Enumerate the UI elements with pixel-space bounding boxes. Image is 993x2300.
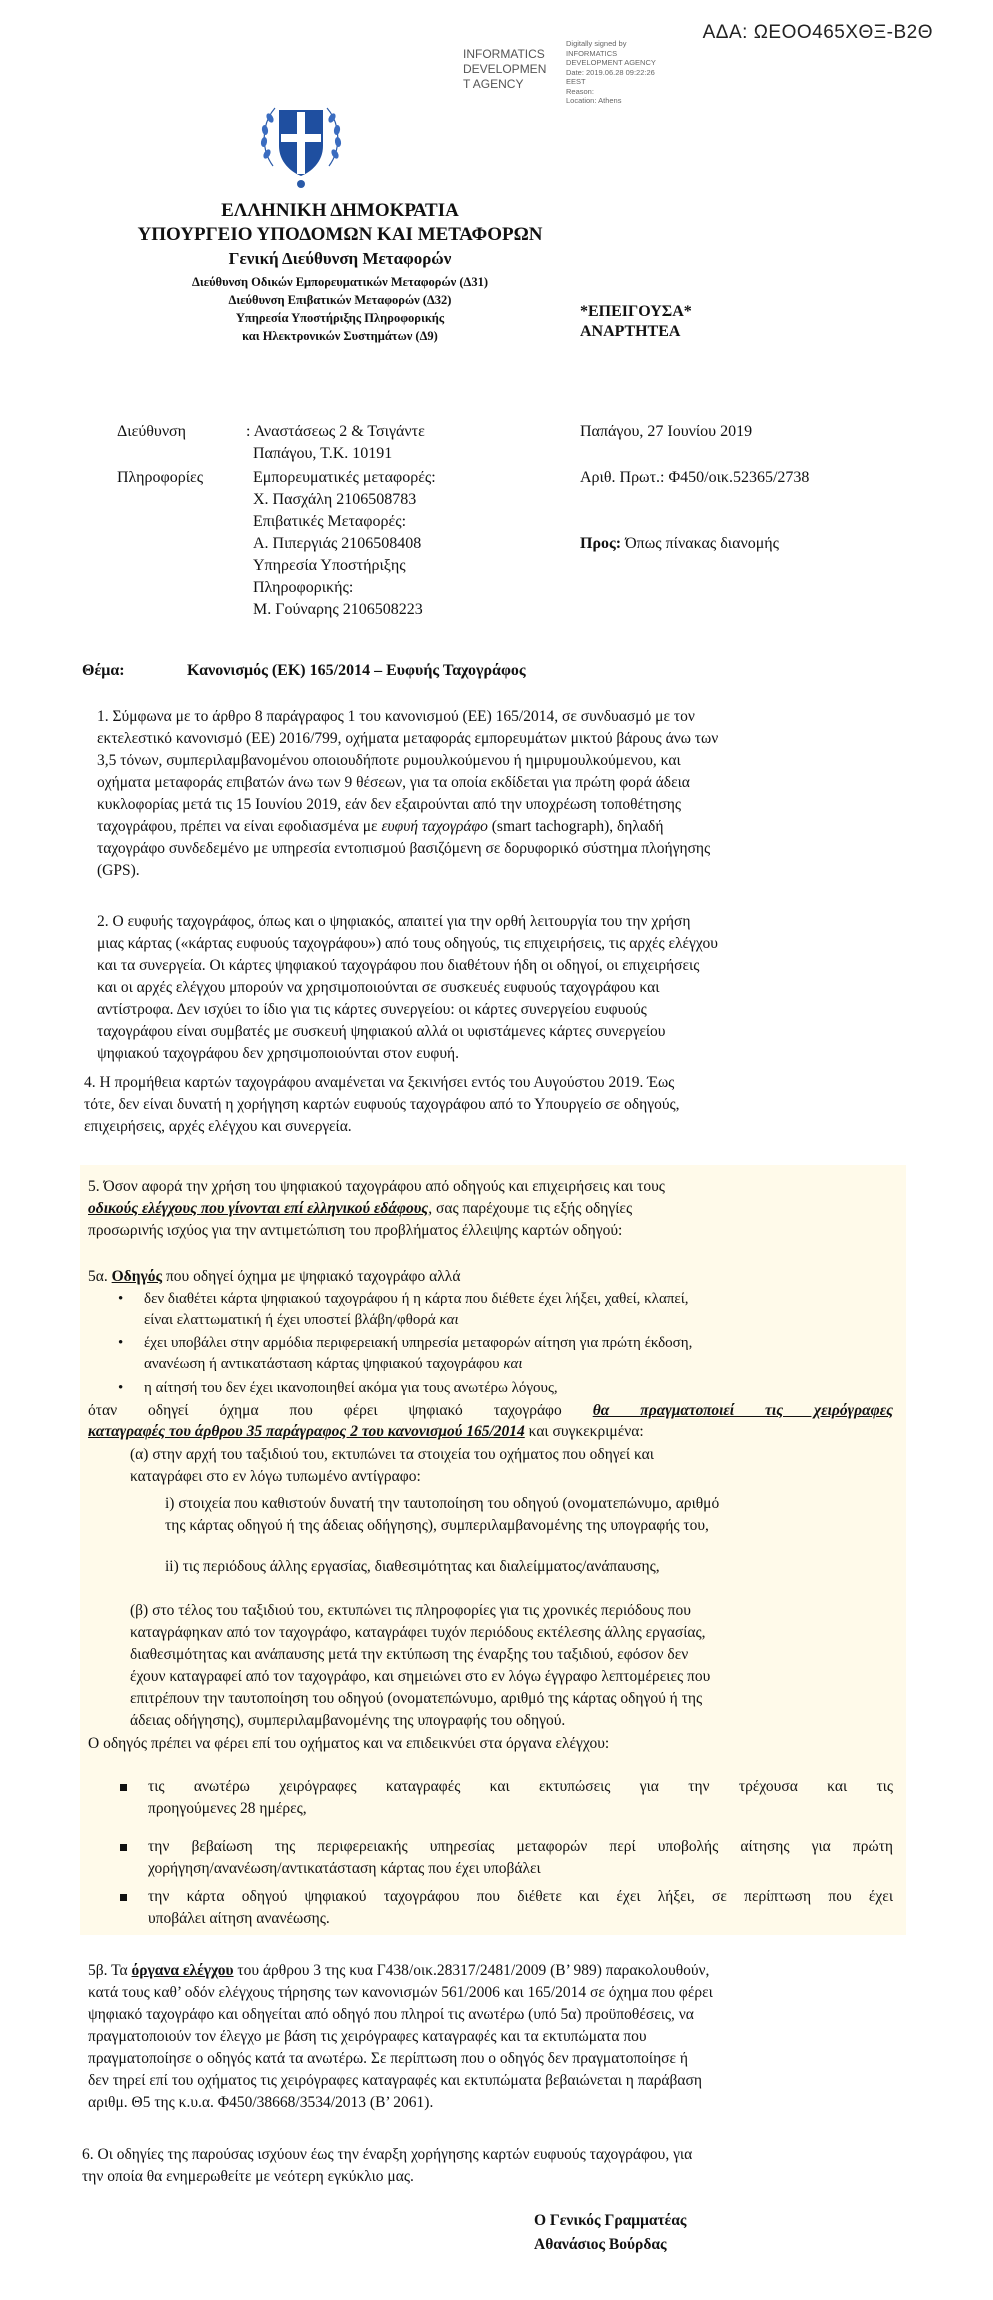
signature-label	[463, 47, 558, 92]
address-line: Παπάγου, Τ.Κ. 10191	[253, 445, 393, 462]
text-line: 4. Η προμήθεια καρτών ταχογράφου αναμένεται να ξεκινήσει εντός του Αυγούστου 2019. Έως	[84, 1074, 675, 1091]
text-line: τότε, δεν είναι δυνατή η χορήγηση καρτών ευφυούς ταχογράφου από το Υπουργείο σε οδηγούς,	[84, 1096, 680, 1113]
list-item: την κάρτα οδηγού ψηφιακού ταχογράφου που διέθετε και έχει λήξει, σε περίπτωση που έχει υποβάλει αίτηση ανανέωσης.	[118, 1886, 893, 1930]
paragraph-5	[88, 1176, 893, 1242]
text-line: (β) στο τέλος του ταξιδιού του, εκτυπώνει τις πληροφορίες για τις χρονικές περιόδους που	[130, 1602, 691, 1619]
list-item: • η αίτησή του δεν έχει ικανοποιηθεί ακόμα για τους ανωτέρω λόγους,	[118, 1378, 888, 1399]
carry-documents-list	[118, 1776, 893, 1930]
smart-tachograph-term: ευφυή ταχογράφο	[381, 818, 488, 835]
text-line: πραγματοποιούν τον έλεγχο με βάση τις χειρόγραφες καταγραφές και τα εκτυπώματα που	[88, 2028, 647, 2045]
square-bullet-icon	[120, 1894, 127, 1901]
text-line: 1. Σύμφωνα με το άρθρο 8 παράγραφος 1 του κανονισμού (ΕΕ) 165/2014, σε συνδυασμό με τον	[97, 708, 695, 725]
text-line: διαθεσιμότητας και ανάπαυσης μετά την εκτύπωση της έναρξης του ταξιδιού, εφόσον δεν	[130, 1646, 689, 1663]
text-line: την οποία θα ενημερωθείτε με νεότερη εγκύκλιο μας.	[82, 2168, 414, 2185]
text-line: ψηφιακό ταχογράφο και οδηγείται από οδηγό που πληροί τις ανωτέρω (υπό 5α) προϋποθέσεις, να	[88, 2006, 694, 2023]
signature-details	[566, 39, 676, 106]
signature-detail-line: Date: 2019.06.28 09:22:26	[566, 67, 655, 77]
clause-beta	[130, 1600, 890, 1732]
hellenic-emblem-icon	[255, 88, 347, 192]
signature-detail-line: DEVELOPMENT AGENCY	[566, 58, 656, 67]
paragraph-6	[82, 2144, 897, 2188]
signature-label-line: INFORMATICS	[463, 47, 545, 61]
handwritten-records-rule: όταν οδηγεί όχημα που φέρει ψηφιακό ταχογράφο θα πραγματοποιεί τις χειρόγραφες καταγραφές του άρθρου 35 παράγραφος 2 του κανονισμού 165/2014 και συγκεκριμένα:	[88, 1402, 893, 1440]
text-line: επιχειρήσεις, αρχές ελέγχου και συνεργεία.	[84, 1118, 352, 1135]
clause-i	[165, 1493, 890, 1537]
list-item: την βεβαίωση της περιφερειακής υπηρεσίας μεταφορών περί υποβολής αίτησης για πρώτη χορήγηση/ανανέωση/αντικατάσταση κάρτας που έχει υποβάλει	[118, 1836, 893, 1882]
paragraph-5a-intro: 5α. Οδηγός που οδηγεί όχημα με ψηφιακό ταχογράφο αλλά	[88, 1268, 461, 1285]
text-line: δεν τηρεί επί του οχήματος τις χειρόγραφες καταγραφές και εκτυπώματα βεβαιώνεται η παράβαση	[88, 2072, 703, 2089]
recipients-value: Όπως πίνακας διανομής	[625, 535, 779, 552]
sub-unit-d32: Διεύθυνση Επιβατικών Μεταφορών (Δ32)	[228, 293, 452, 307]
signature-detail-line: EEST	[566, 77, 586, 86]
road-checks-emphasis: οδικούς ελέγχους που γίνονται επί ελληνικού εδάφους	[88, 1200, 429, 1217]
list-item: • έχει υποβάλει στην αρμόδια περιφερειακή υπηρεσία μεταφορών αίτηση για πρώτη έκδοση, ανανέωση ή αντικατάσταση κάρτας ψηφιακού ταχογράφου και	[118, 1335, 693, 1372]
signatory-name: Αθανάσιος Βούρδας	[534, 2236, 667, 2253]
text-line: 5. Όσον αφορά την χρήση του ψηφιακού ταχογράφου από οδηγούς και επιχειρήσεις και τους	[88, 1178, 665, 1195]
urgent-marker	[580, 302, 692, 342]
text-line: i) στοιχεία που καθιστούν δυνατή την ταυτοποίηση του οδηγού (ονοματεπώνυμο, αριθμό	[165, 1495, 720, 1512]
text-line: κυκλοφορίας μετά τις 15 Ιουνίου 2019, εάν δεν εξαιρούνται από την υποχρέωση τοποθέτησης	[97, 796, 681, 813]
sub-unit-d9-line2: και Ηλεκτρονικών Συστημάτων (Δ9)	[242, 329, 438, 343]
driver-term: Οδηγός	[111, 1268, 163, 1285]
signature-label-line: DEVELOPMEN	[463, 62, 547, 76]
paragraph-2	[97, 911, 888, 1065]
recipients	[580, 533, 779, 555]
address-label: Διεύθυνση	[117, 423, 187, 440]
p5a-bullets	[118, 1289, 888, 1399]
text-line: ψηφιακού ταχογράφου δεν χρησιμοποιούνται στον ευφυή.	[97, 1045, 459, 1062]
list-item: τις ανωτέρω χειρόγραφες καταγραφές και εκτυπώσεις για την τρέχουσα και τις προηγούμενες 28 ημέρες,	[118, 1776, 893, 1824]
text-line: αντίστροφα. Δεν ισχύει το ίδιο για τις κάρτες συνεργείου: οι κάρτες συνεργείου ευφυούς	[97, 1001, 647, 1018]
subject-text: Κανονισμός (ΕΚ) 165/2014 – Ευφυής Ταχογράφος	[187, 662, 526, 679]
signature-detail-line: Location: Athens	[566, 96, 622, 105]
republic-title: ΕΛΛΗΝΙΚΗ ΔΗΜΟΚΡΑΤΙΑ	[221, 200, 459, 221]
text-line: 6. Οι οδηγίες της παρούσας ισχύουν έως την έναρξη χορήγησης καρτών ευφυούς ταχογράφου, για	[82, 2146, 693, 2163]
info-line: Επιβατικές Μεταφορές:	[253, 513, 407, 530]
info-line: Α. Πιπεργιάς 2106508408	[253, 535, 422, 552]
bullet-icon: •	[118, 1291, 124, 1307]
text-line: της κάρτας οδηγού ή της άδειας οδήγησης), συμπεριλαμβανομένης της υπογραφής του,	[165, 1517, 709, 1534]
general-directorate: Γενική Διεύθυνση Μεταφορών	[228, 249, 452, 268]
text-line: και οι αρχές ελέγχου μπορούν να χρησιμοποιούνται σε συσκευές ευφυούς ταχογράφου και	[97, 979, 660, 996]
text-line: ταχογράφου είναι συμβατές με συσκευή ψηφιακού αλλά οι υφιστάμενες κάρτες συνεργείου	[97, 1023, 666, 1040]
address-line: : Αναστάσεως 2 & Τσιγάντε	[246, 423, 425, 440]
text-line: οδικούς ελέγχους που γίνονται επί ελληνικού εδάφους, σας παρέχουμε τις εξής οδηγίες	[88, 1200, 633, 1217]
text-line: μιας κάρτας («κάρτας ευφυούς ταχογράφου») από τους οδηγούς, τις επιχειρήσεις, τις αρχές ελέγχου	[97, 935, 718, 952]
info-line: Εμπορευματικές μεταφορές:	[253, 469, 436, 486]
text-line: (GPS).	[97, 862, 140, 879]
square-bullet-icon	[120, 1784, 127, 1791]
paragraph-1	[97, 706, 888, 882]
bullet-icon: •	[118, 1380, 124, 1396]
text-line: κατά τους καθ’ οδόν ελέγχους τήρησης των κανονισμών 561/2006 και 165/2014 σε όχημα που φέρει	[88, 1984, 713, 2001]
paragraph-5b	[88, 1960, 893, 2114]
text-line: 2. Ο ευφυής ταχογράφος, όπως και ο ψηφιακός, απαιτεί για την ορθή λειτουργία του την χρήση	[97, 913, 691, 930]
bullet-icon: •	[118, 1335, 124, 1351]
text-line: καταγράφηκαν από τον ταχογράφο, καταγράφει τυχόν περιόδους εκτέλεσης άλλης εργασίας,	[130, 1624, 706, 1641]
sub-unit-d9-line1: Υπηρεσία Υποστήριξης Πληροφορικής	[235, 311, 445, 325]
text-line: 3,5 τόνων, συμπεριλαμβανομένου οποιουδήποτε ρυμουλκούμενου ή ημιρυμουλκούμενου, και	[97, 752, 681, 769]
control-organs-term: όργανα ελέγχου	[131, 1962, 234, 1979]
sub-unit-d31: Διεύθυνση Οδικών Εμπορευματικών Μεταφορών (Δ31)	[192, 275, 488, 289]
signature-detail-line: Digitally signed by	[566, 39, 627, 48]
ada-code: ΑΔΑ: ΩΕΟΟ465ΧΘΞ-Β2Θ	[702, 22, 933, 43]
paragraph-4	[84, 1072, 892, 1138]
publish-label: ΑΝΑΡΤΗΤΕΑ	[580, 323, 681, 340]
info-line: Μ. Γούναρης 2106508223	[253, 601, 423, 618]
text-line: έχουν καταγραφεί από τον ταχογράφο, και σημειώνει στο εν λόγω έγγραφο λεπτομέρειες που	[130, 1668, 711, 1685]
info-line: Υπηρεσία Υποστήριξης	[253, 557, 406, 574]
signatory-title: Ο Γενικός Γραμματέας	[534, 2212, 687, 2229]
signature-detail-line: Reason:	[566, 86, 594, 96]
text-line: πραγματοποίησε ο οδηγός κατά τα ανωτέρω. Σε περίπτωση που ο οδηγός δεν πραγματοποίησε ή	[88, 2050, 689, 2067]
signature-detail-line: INFORMATICS	[566, 48, 618, 58]
text-line: επιτρέπουν την ταυτοποίηση του οδηγού (ονοματεπώνυμο, αριθμό της κάρτας οδηγού ή της	[130, 1690, 703, 1707]
signature-label-line: T AGENCY	[463, 77, 524, 91]
square-bullet-icon	[120, 1844, 127, 1851]
protocol-number: Αριθ. Πρωτ.: Φ450/οικ.52365/2738	[580, 469, 810, 486]
ministry-title: ΥΠΟΥΡΓΕΙΟ ΥΠΟΔΟΜΩΝ ΚΑΙ ΜΕΤΑΦΟΡΩΝ	[137, 224, 543, 245]
list-item: • δεν διαθέτει κάρτα ψηφιακού ταχογράφου ή η κάρτα που διέθετε έχει λήξει, χαθεί, κλαπεί, είναι ελαττωματική ή έχει υποστεί βλάβη/φθορά και	[118, 1291, 689, 1328]
text-line: (α) στην αρχή του ταξιδιού του, εκτυπώνει τα στοιχεία του οχήματος που οδηγεί και	[130, 1446, 654, 1463]
document-date: Παπάγου, 27 Ιουνίου 2019	[580, 423, 753, 440]
subject-label: Θέμα:	[82, 662, 125, 679]
text-line: αριθμ. Θ5 της κ.υ.α. Φ450/38668/3534/2013 (Β’ 2061).	[88, 2094, 434, 2111]
clause-ii: ii) τις περιόδους άλλης εργασίας, διαθεσιμότητας και διαλείμματος/ανάπαυσης,	[165, 1558, 660, 1575]
text-line: καταγράφει στο εν λόγω τυπωμένο αντίγραφο:	[130, 1468, 421, 1485]
text-line: εκτελεστικό κανονισμό (ΕΕ) 2016/799, οχήματα μεταφοράς εμπορευμάτων μικτού βάρους άνω των	[97, 730, 719, 747]
info-contacts	[253, 467, 436, 621]
text-line: και τα συνεργεία. Οι κάρτες ψηφιακού ταχογράφου που διαθέτουν ήδη οι οδηγοί, οι επιχειρήσεις	[97, 957, 700, 974]
recipients-label: Προς:	[580, 535, 622, 552]
text-line: προσωρινής ισχύος για την αντιμετώπιση του προβλήματος έλλειψης καρτών οδηγού:	[88, 1222, 623, 1239]
clause-alpha	[130, 1444, 890, 1488]
urgent-label: *ΕΠΕΙΓΟΥΣΑ*	[580, 303, 692, 320]
text-line: 5β. Τα όργανα ελέγχου του άρθρου 3 της κυα Γ438/οικ.28317/2481/2009 (Β’ 989) παρακολουθούν,	[88, 1962, 710, 1979]
info-line: Πληροφορικής:	[253, 579, 354, 596]
digital-signature-stamp	[463, 33, 673, 133]
carry-documents-line: Ο οδηγός πρέπει να φέρει επί του οχήματος και να επιδεικνύει στα όργανα ελέγχου:	[88, 1735, 610, 1752]
text-line: ταχογράφο συνδεδεμένο με υπηρεσία εντοπισμού βασιζόμενη σε δορυφορικό σύστημα πλοήγησης	[97, 840, 711, 857]
text-line: άδειας οδήγησης), συμπεριλαμβανομένης της υπογραφής του οδηγού.	[130, 1712, 566, 1729]
text-line: ταχογράφου, πρέπει να είναι εφοδιασμένα με ευφυή ταχογράφο (smart tachograph), δηλαδή	[97, 818, 664, 835]
info-label: Πληροφορίες	[117, 469, 204, 486]
info-line: Χ. Πασχάλη 2106508783	[253, 491, 417, 508]
text-line: οχήματα μεταφοράς επιβατών άνω των 9 θέσεων, για τα οποία εκδίδεται για πρώτη φορά άδεια	[97, 774, 690, 791]
